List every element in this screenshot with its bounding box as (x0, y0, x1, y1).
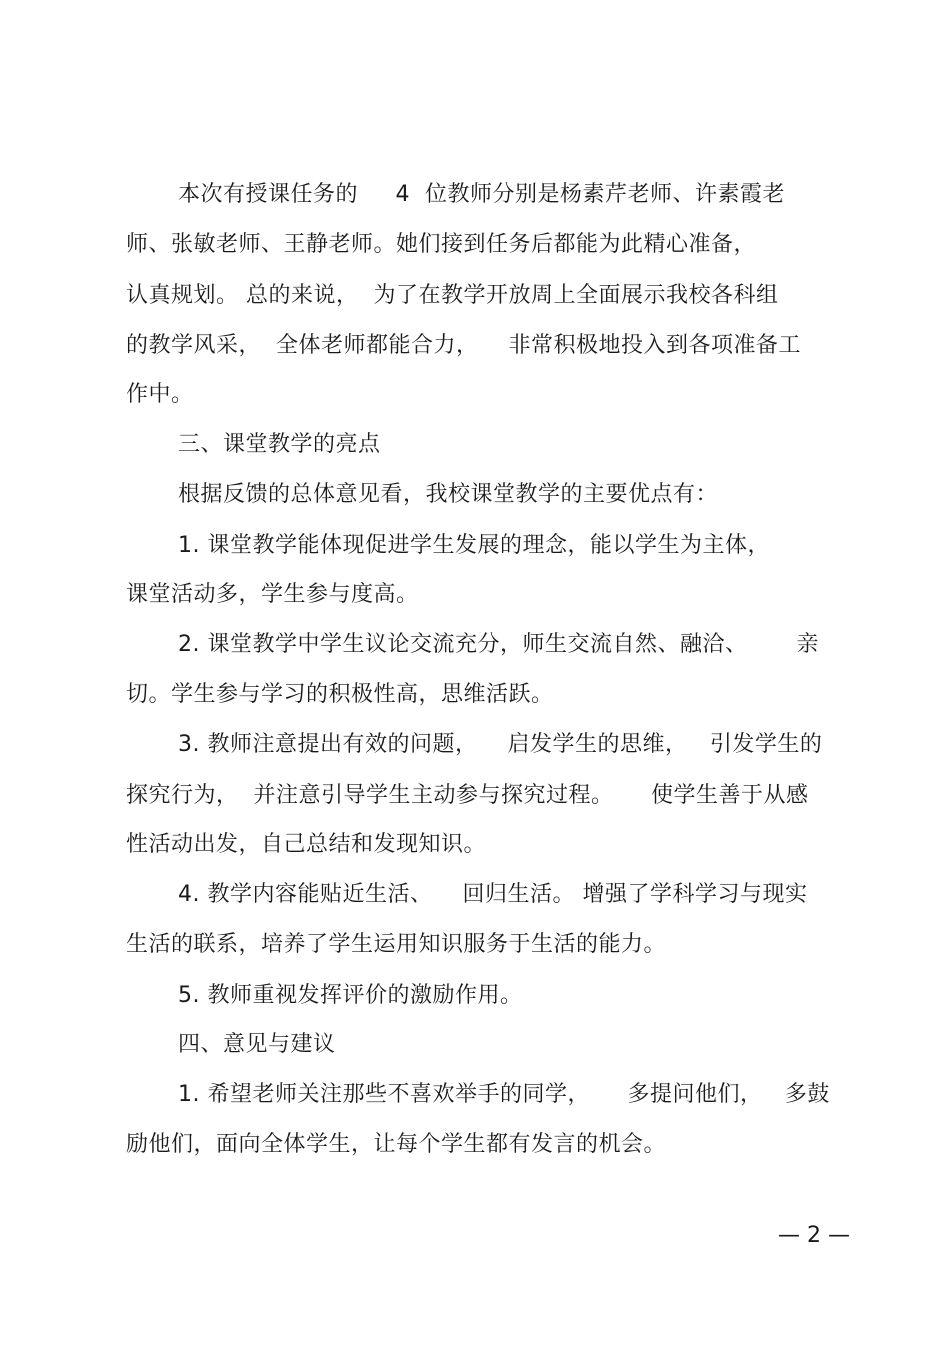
page-number: — 2 — (778, 1223, 850, 1248)
text-line: 励他们，面向全体学生，让每个学生都有发言的机会。 (126, 1132, 667, 1157)
list-item: 1. 希望老师关注那些不喜欢举手的同学， 多提问他们， 多鼓 (178, 1082, 830, 1107)
text-line: 的教学风采， 全体老师都能合力， 非常积极地投入到各项准备工 (126, 333, 801, 358)
list-item: 5. 教师重视发挥评价的激励作用。 (178, 983, 523, 1008)
text-line: 课堂活动多，学生参与度高。 (126, 582, 419, 607)
text-line: 本次有授课任务的 4 位教师分别是杨素芹老师、许素霞老 (178, 182, 785, 207)
text-line: 性活动出发，自己总结和发现知识。 (126, 832, 487, 857)
section-heading: 四、意见与建议 (178, 1032, 336, 1057)
text-line: 作中。 (126, 382, 194, 407)
text-line: 探究行为， 并注意引导学生主动参与探究过程。 使学生善于从感 (126, 783, 809, 808)
section-heading: 三、课堂教学的亮点 (178, 432, 381, 457)
text-line: 切。学生参与学习的积极性高，思维活跃。 (126, 682, 554, 707)
list-item: 1. 课堂教学能体现促进学生发展的理念，能以学生为主体， (178, 533, 770, 558)
text-line: 根据反馈的总体意见看，我校课堂教学的主要优点有： (178, 482, 719, 507)
list-item: 2. 课堂教学中学生议论交流充分，师生交流自然、融洽、 亲 (178, 632, 819, 657)
text-line: 师、张敏老师、王静老师。她们接到任务后都能为此精心准备， (126, 232, 757, 257)
list-item: 3. 教师注意提出有效的问题， 启发学生的思维， 引发学生的 (178, 732, 823, 757)
list-item: 4. 教学内容能贴近生活、 回归生活。 增强了学科学习与现实 (178, 882, 808, 907)
text-line: 认真规划。 总的来说， 为了在教学开放周上全面展示我校各科组 (126, 283, 779, 308)
text-line: 生活的联系，培养了学生运用知识服务于生活的能力。 (126, 932, 667, 957)
